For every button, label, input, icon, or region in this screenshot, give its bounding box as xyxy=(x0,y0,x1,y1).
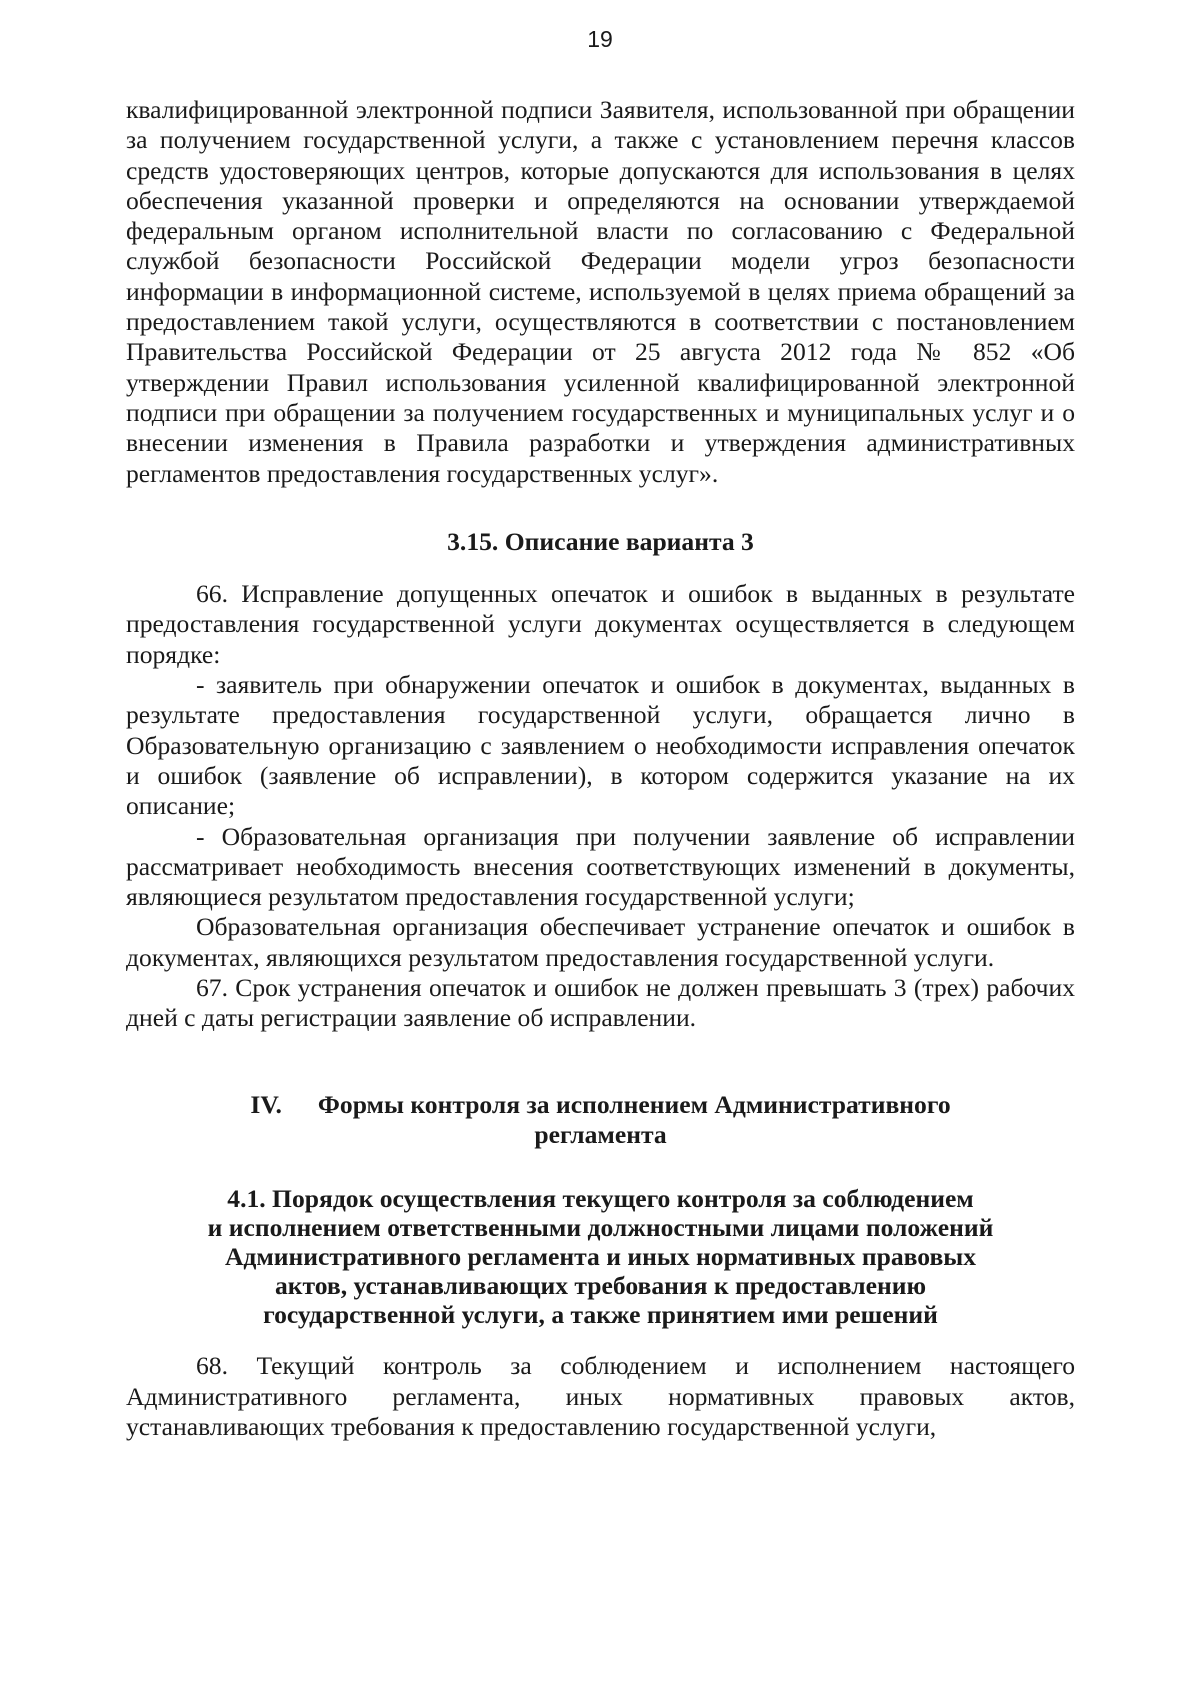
list-item-organization: - Образовательная организация при получении заявление об исправлении рассматривает необходимость внесения соответствующих изменений в документы, являющиеся результатом предоставления государственной услуги; xyxy=(126,821,1075,912)
page-number: 19 xyxy=(587,26,613,52)
paragraph-68: 68. Текущий контроль за соблюдением и исполнением настоящего Административного регламента, иных нормативных правовых актов, устанавливающих требования к предоставлению государственной услуги, xyxy=(126,1351,1075,1441)
section-4-1-title-line: и исполнением ответственными должностными лицами положений xyxy=(207,1213,994,1243)
paragraph-66: 66. Исправление допущенных опечаток и ошибок в выданных в результате предоставления государственной услуги документах осуществляется в следующем порядке: xyxy=(126,579,1075,669)
section-iv-title-line-2: регламента xyxy=(534,1119,667,1149)
section-iv-title xyxy=(126,1090,1075,1151)
section-iv-title-line-1 xyxy=(126,1090,1075,1120)
section-3-15-title: 3.15. Описание варианта 3 xyxy=(447,526,754,556)
section-4-1-title-line: Административного регламента и иных нормативных правовых xyxy=(224,1242,977,1272)
section-iv-title-text: Формы контроля за исполнением Административного xyxy=(317,1089,951,1119)
intro-paragraph: квалифицированной электронной подписи Заявителя, использованной при обращении за получением государственной услуги, а также с установлением перечня классов средств удостоверяющих центров, которые допускаются для использования в целях обеспечения указанной проверки и определяются на основании утверждаемой федеральным органом исполнительной власти по согласованию с Федеральной службой безопасности Российской Федерации модели угроз безопасности информации в информационной системе, используемой в целях приема обращений за предоставлением такой услуги, осуществляются в соответствии с постановлением Правительства Российской Федерации от 25 августа 2012 года № 852 «Об утверждении Правил использования усиленной квалифицированной электронной подписи при обращении за получением государственных и муниципальных услуг и о внесении изменения в Правила разработки и утверждения административных регламентов предоставления государственных услуг». xyxy=(126,95,1075,488)
paragraph-67: 67. Срок устранения опечаток и ошибок не должен превышать 3 (трех) рабочих дней с даты регистрации заявление об исправлении. xyxy=(126,973,1075,1033)
page-content xyxy=(126,95,1075,1442)
list-item-applicant: - заявитель при обнаружении опечаток и ошибок в документах, выданных в результате предоставления государственной услуги, обращается лично в Образовательную организацию с заявлением о необходимости исправления опечаток и ошибок (заявление об исправлении), в котором содержится указание на их описание; xyxy=(126,670,1075,821)
section-4-1-title-line: актов, устанавливающих требования к предоставлению xyxy=(274,1271,927,1301)
section-4-1-title xyxy=(126,1184,1075,1329)
section-iv-numeral: IV. xyxy=(250,1089,282,1119)
section-4-1-title-line: государственной услуги, а также принятием ими решений xyxy=(263,1300,938,1330)
section-4-1-title-line: 4.1. Порядок осуществления текущего контроля за соблюдением xyxy=(227,1184,974,1214)
paragraph-correction: Образовательная организация обеспечивает устранение опечаток и ошибок в документах, являющихся результатом предоставления государственной услуги. xyxy=(126,912,1075,972)
